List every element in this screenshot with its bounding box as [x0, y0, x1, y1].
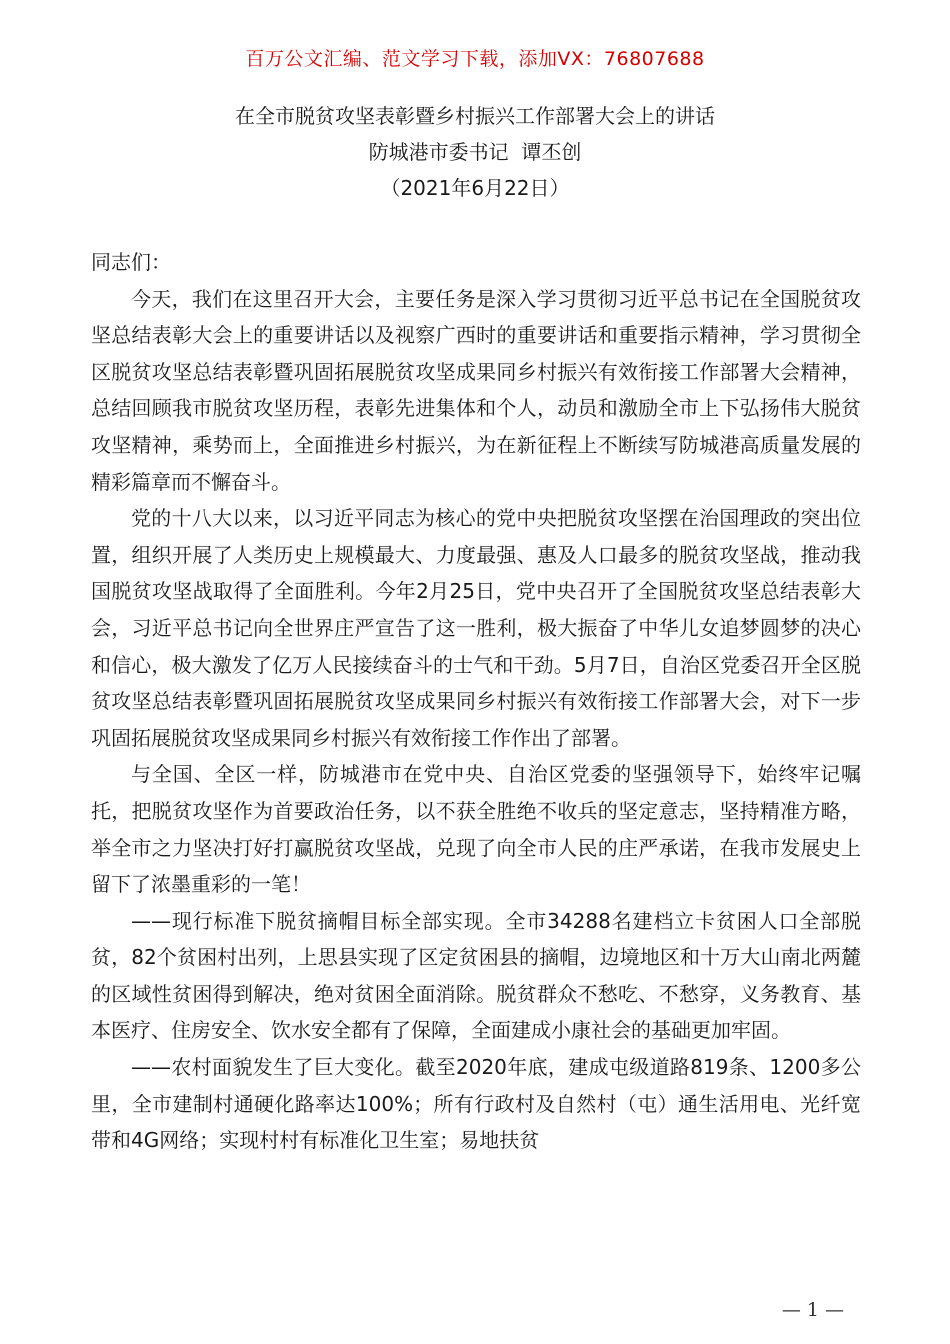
greeting: 同志们：: [91, 250, 171, 274]
title-block: [0, 98, 950, 206]
speech-date: （2021年6月22日）: [380, 176, 570, 200]
speech-title: 在全市脱贫攻坚表彰暨乡村振兴工作部署大会上的讲话: [235, 104, 715, 128]
paragraph: 与全国、全区一样，防城港市在党中央、自治区党委的坚强领导下，始终牢记嘱托，把脱贫攻坚作为首要政治任务，以不获全胜绝不收兵的坚定意志，坚持精准方略，举全市之力坚决打好打赢脱贫攻坚战，兑现了向全市人民的庄严承诺，在我市发展史上留下了浓墨重彩的一笔！: [91, 762, 861, 897]
paragraph: 今天，我们在这里召开大会，主要任务是深入学习贯彻习近平总书记在全国脱贫攻坚总结表彰大会上的重要讲话以及视察广西时的重要讲话和重要指示精神，学习贯彻全区脱贫攻坚总结表彰暨巩固拓展脱贫攻坚成果同乡村振兴有效衔接工作部署大会精神，总结回顾我市脱贫攻坚历程，表彰先进集体和个人，动员和激励全市上下弘扬伟大脱贫攻坚精神，乘势而上，全面推进乡村振兴，为在新征程上不断续写防城港高质量发展的精彩篇章而不懈奋斗。: [91, 286, 861, 494]
header-watermark-note: 百万公文汇编、范文学习下载，添加VX：76807688: [245, 48, 705, 70]
speaker-line: 防城港市委书记 谭丕创: [368, 140, 582, 164]
paragraph: ——农村面貌发生了巨大变化。截至2020年底，建成屯级道路819条、1200多公里，全市建制村通硬化路率达100%；所有行政村及自然村（屯）通生活用电、光纤宽带和4G网络；实现村村有标准化卫生室；易地扶贫: [91, 1055, 861, 1153]
speech-body: [91, 244, 861, 1159]
paragraph: 党的十八大以来，以习近平同志为核心的党中央把脱贫攻坚摆在治国理政的突出位置，组织开展了人类历史上规模最大、力度最强、惠及人口最多的脱贫攻坚战，推动我国脱贫攻坚战取得了全面胜利。今年2月25日，党中央召开了全国脱贫攻坚总结表彰大会，习近平总书记向全世界庄严宣告了这一胜利，极大振奋了中华儿女追梦圆梦的决心和信心，极大激发了亿万人民接续奋斗的士气和干劲。5月7日，自治区党委召开全区脱贫攻坚总结表彰暨巩固拓展脱贫攻坚成果同乡村振兴有效衔接工作部署大会，对下一步巩固拓展脱贫攻坚成果同乡村振兴有效衔接工作作出了部署。: [91, 506, 861, 750]
paragraph: ——现行标准下脱贫摘帽目标全部实现。全市34288名建档立卡贫困人口全部脱贫，82个贫困村出列，上思县实现了区定贫困县的摘帽，边境地区和十万大山南北两麓的区域性贫困得到解决，绝对贫困全面消除。脱贫群众不愁吃、不愁穿，义务教育、基本医疗、住房安全、饮水安全都有了保障，全面建成小康社会的基础更加牢固。: [91, 908, 861, 1043]
page-number: — 1 —: [781, 1299, 844, 1321]
